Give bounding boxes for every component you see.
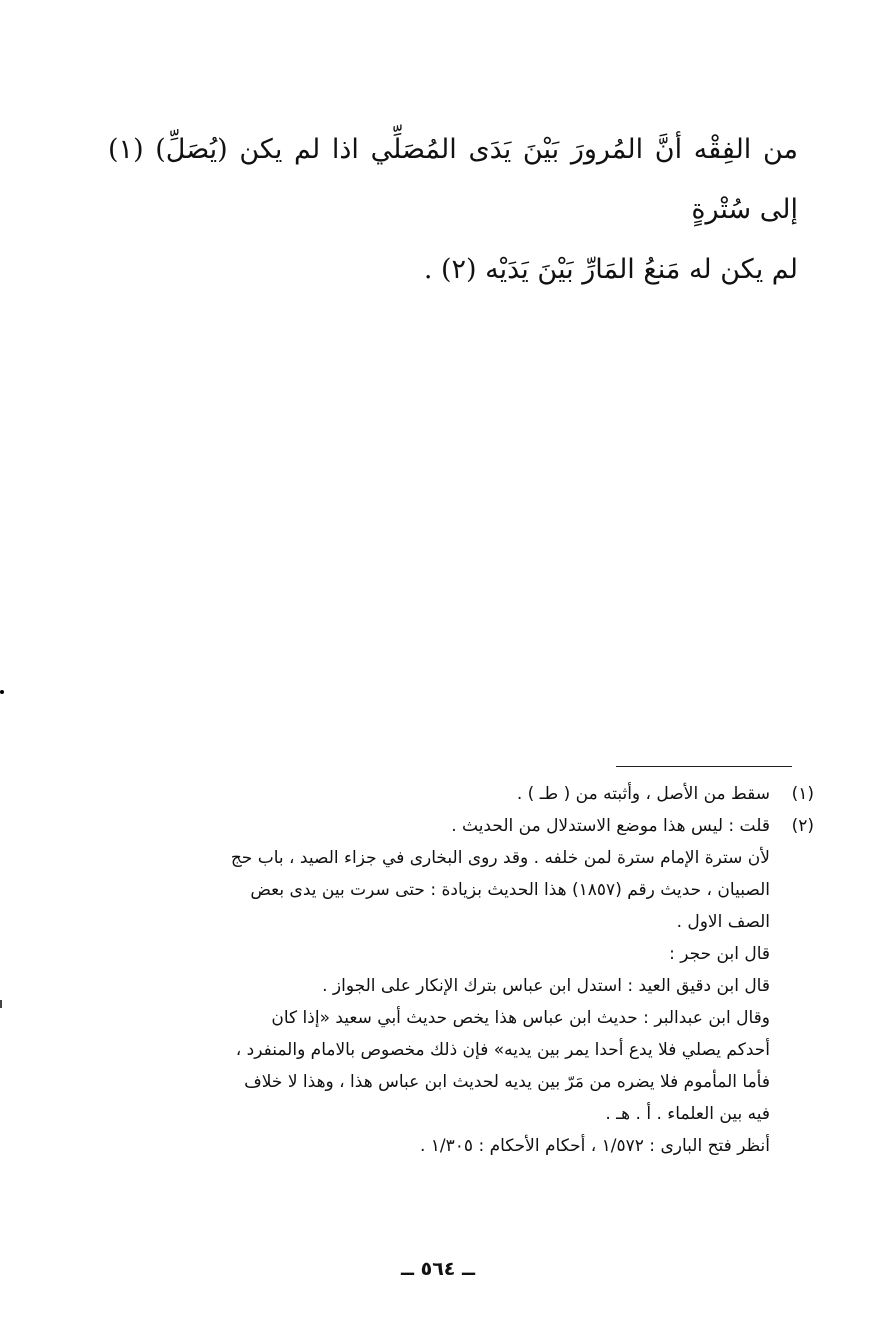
footnote-number: (١) xyxy=(791,784,814,804)
footnote-line: الصف الاول . xyxy=(676,912,770,932)
footnote-number: (٢) xyxy=(791,816,814,836)
footnote-line: قلت : ليس هذا موضع الاستدلال من الحديث . xyxy=(451,816,770,836)
footnote-line: فأما المأموم فلا يضره من مَرّ بين يديه لحديث ابن عباس هذا ، وهذا لا خلاف xyxy=(244,1072,770,1092)
footnote-line: سقط من الأصل ، وأثبته من ( طـ ) . xyxy=(516,784,770,804)
footnote-line: قال ابن دقيق العيد : استدل ابن عباس بترك الإنكار على الجواز . xyxy=(322,976,770,996)
footnote-1 xyxy=(134,778,814,810)
footnote-separator xyxy=(616,766,792,767)
main-text-line-2: لم يكن له مَنعُ المَارِّ بَيْنَ يَدَيْه (٢) . xyxy=(423,254,798,285)
footnote-line: وقال ابن عبدالبر : حديث ابن عباس هذا يخص حديث أبي سعيد «إذا كان xyxy=(271,1008,770,1028)
footnote-2 xyxy=(134,810,814,1162)
footnote-body xyxy=(134,778,778,810)
footnotes xyxy=(134,778,814,1162)
footnote-line: لأن سترة الإمام سترة لمن خلفه . وقد روى البخارى في جزاء الصيد ، باب حج xyxy=(230,848,770,868)
main-text-line-1: من الفِقْه أنَّ المُرورَ بَيْنَ يَدَى المُصَلِّي اذا لم يكن (يُصَلِّ) (١) إلى سُتْرةٍ xyxy=(108,134,798,225)
footnote-line: أنظر فتح البارى : ١/٥٧٢ ، أحكام الأحكام : ١/٣٠٥ . xyxy=(419,1136,770,1156)
footnote-line: أحدكم يصلي فلا يدع أحدا يمر بين يديه» فإن ذلك مخصوص بالامام والمنفرد ، xyxy=(235,1040,770,1060)
footnote-line: الصبيان ، حديث رقم (١٨٥٧) هذا الحديث بزيادة : حتى سرت بين يدى بعض xyxy=(250,880,770,900)
margin-speck xyxy=(0,690,4,694)
footnote-line: فيه بين العلماء . أ . هـ . xyxy=(605,1104,770,1124)
main-text xyxy=(108,120,798,300)
page-number: ــ ٥٦٤ ــ xyxy=(400,1258,475,1280)
margin-speck xyxy=(0,1000,2,1008)
footnote-body xyxy=(134,810,778,1162)
footnote-line: قال ابن حجر : xyxy=(669,944,770,964)
